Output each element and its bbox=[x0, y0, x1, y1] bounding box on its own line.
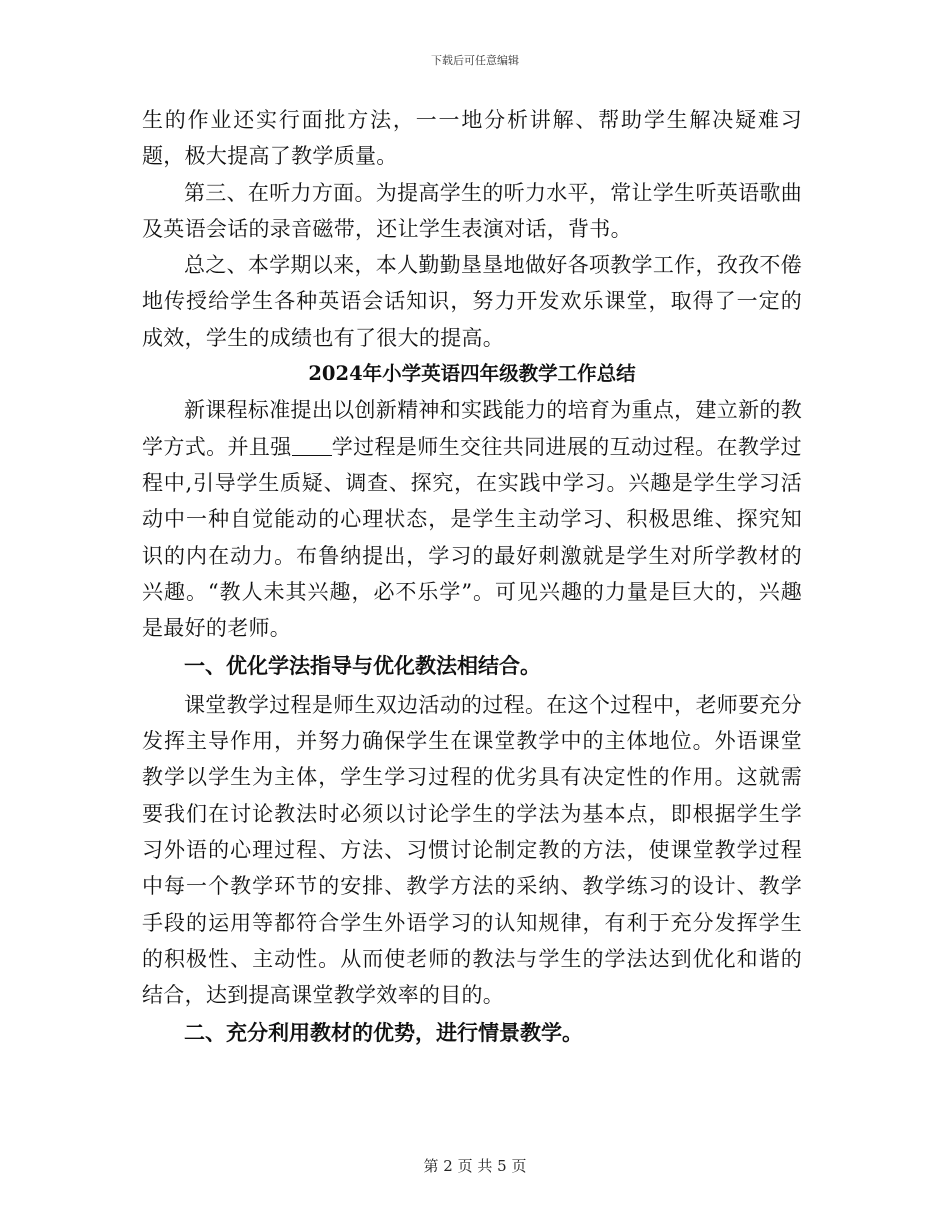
document-body bbox=[142, 102, 802, 1054]
paragraph-4-part-a: 新课程标准提出以创新精神和实践能力的培育为重点，建立新的教学方式。并且强 bbox=[142, 398, 802, 459]
heading-2: 二、充分利用教材的优势，进行情景教学。 bbox=[184, 1020, 583, 1046]
paragraph-2: 第三、在听力方面。为提高学生的听力水平，常让学生听英语歌曲及英语会话的录音磁带，还让学生表演对话，背书。 bbox=[142, 180, 802, 241]
paragraph-1: 生的作业还实行面批方法，一一地分析讲解、帮助学生解决疑难习题，极大提高了教学质量。 bbox=[142, 108, 802, 169]
section-title: 2024年小学英语四年级教学工作总结 bbox=[308, 362, 636, 386]
heading-1: 一、优化学法指导与优化教法相结合。 bbox=[184, 653, 541, 679]
page-footer: 第 2 页 共 5 页 bbox=[423, 1157, 527, 1175]
paragraph-4-part-b: 学过程是师生交往共同进展的互动过程。在教学过程中,引导学生质疑、调查、探究，在实践中学习。兴趣是学生学习活动中一种自觉能动的心理状态，是学生主动学习、积极思维、探究知识的内在动力。布鲁纳提出，学习的最好刺激就是学生对所学教材的兴趣。“教人未其兴趣，必不乐学”。可见兴趣的力量是巨大的，兴趣是最好的老师。 bbox=[142, 434, 802, 641]
page-header: 下载后可任意编辑 bbox=[431, 54, 519, 67]
paragraph-3: 总之、本学期以来，本人勤勤垦垦地做好各项教学工作，孜孜不倦地传授给学生各种英语会话知识，努力开发欢乐课堂，取得了一定的成效，学生的成绩也有了很大的提高。 bbox=[142, 253, 802, 350]
paragraph-4 bbox=[142, 392, 802, 646]
paragraph-5: 课堂教学过程是师生双边活动的过程。在这个过程中，老师要充分发挥主导作用，并努力确保学生在课堂教学中的主体地位。外语课堂教学以学生为主体，学生学习过程的优劣具有决定性的作用。这就需要我们在讨论教法时必须以讨论学生的学法为基本点，即根据学生学习外语的心理过程、方法、习惯讨论制定教的方法，使课堂教学过程中每一个教学环节的安排、教学方法的采纳、教学练习的设计、教学手段的运用等都符合学生外语学习的认知规律，有利于充分发挥学生的积极性、主动性。从而使老师的教法与学生的学法达到优化和谐的结合，达到提高课堂教学效率的目的。 bbox=[142, 692, 802, 1008]
blank-underline bbox=[292, 434, 332, 456]
